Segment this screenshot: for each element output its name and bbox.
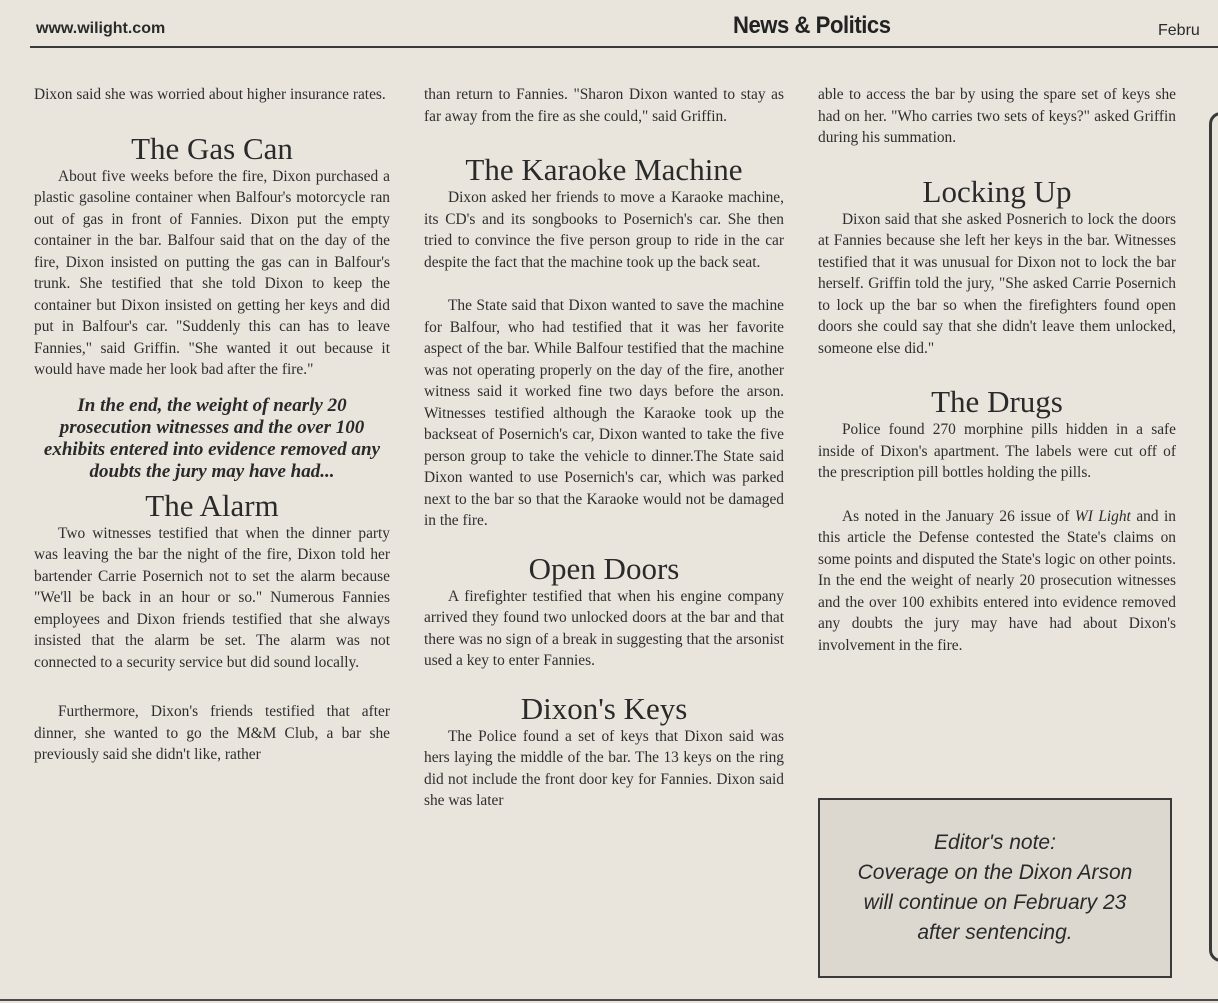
paragraph-karaoke-2: The State said that Dixon wanted to save the machine for Balfour, who had testified that it was her favorite aspect of the bar. While Balfour testified that the machine was not operating properly on the day of the fire, another witness said it worked fine two days before the arson. Witnesses testified although the Karaoke took up the backseat of Posernich's car, Dixon wanted to take the five person group to take the vehicle to dinner.The State said Dixon wanted to use Posernich's car, which was parked next to the bar so that the Karaoke would not be damaged in the fire. <box>424 297 784 529</box>
paragraph-drugs-2 <box>818 506 1176 657</box>
paragraph-intro-col1: Dixon said she was worried about higher insurance rates. <box>34 86 386 103</box>
paragraph-intro-col2: than return to Fannies. "Sharon Dixon wanted to stay as far away from the fire as she could," said Griffin. <box>424 86 784 125</box>
issue-date: Febru <box>1158 22 1200 39</box>
paragraph-gas-can: About five weeks before the fire, Dixon purchased a plastic gasoline container when Balfour's motorcycle ran out of gas in front of Fannies. Dixon put the empty container in the bar. Balfour said that on the day of the fire, Dixon insisted on putting the gas can in Balfour's trunk. She testified that she told Dixon to keep the container but Dixon insisted on getting her keys and did put in Balfour's car. "Suddenly this can has to leave Fannies," said Griffin. "She wanted it out because it would have made her look bad after the fire." <box>34 167 390 378</box>
adjacent-page-edge <box>1209 112 1218 962</box>
heading-karaoke: The Karaoke Machine <box>465 152 743 187</box>
editor-note-box <box>818 798 1172 978</box>
column-3 <box>818 84 1176 656</box>
header-rule <box>30 46 1218 48</box>
paragraph-locking-up: Dixon said that she asked Posnerich to lock the doors at Fannies because she left her keys in the bar. Witnesses testified that it was unusual for Dixon not to lock the bar herself. Griffin told the jury, "She asked Carrie Posernich to lock up the bar so when the firefighters found open doors she could say that she didn't leave them unlocked, someone else did." <box>818 210 1176 357</box>
paragraph-karaoke-1: Dixon asked her friends to move a Karaoke machine, its CD's and its songbooks to Posernich's car. She then tried to convince the five person group to ride in the car despite the fact that the machine took up the back seat. <box>424 189 784 271</box>
paragraph-alarm-1: Two witnesses testified that when the dinner party was leaving the bar the night of the fire, Dixon told her bartender Carrie Posernich not to set the alarm because "We'll be back in an hour or so." Numerous Fannies employees and Dixon friends testified that she always insisted that the alarm be set. The alarm was not connected to a security service but did sound locally. <box>34 524 390 671</box>
section-title: News & Politics <box>733 12 891 39</box>
paragraph-alarm-2: Furthermore, Dixon's friends testified that after dinner, she wanted to go the M&M Club, a bar she previously said she didn't like, rather <box>34 703 390 763</box>
pull-quote: In the end, the weight of nearly 20 prosecution witnesses and the over 100 exhibits entered into evidence removed any doubts the jury may have had... <box>43 394 381 482</box>
paragraph-dixons-keys: The Police found a set of keys that Dixon said was hers laying the middle of the bar. The 13 keys on the ring did not include the front door key for Fannies. Dixon said she was later <box>424 727 784 809</box>
footer-rule <box>0 999 1218 1001</box>
heading-alarm: The Alarm <box>145 487 279 523</box>
paragraph-open-doors: A firefighter testified that when his engine company arrived they found two unlocked doors at the bar and that there was no sign of a break in suggesting that the arsonist used a key to enter Fannies. <box>424 587 784 669</box>
column-1 <box>34 84 390 766</box>
editor-note: Editor's note: Coverage on the Dixon Arson will continue on February 23 after sentencing. <box>857 831 1133 944</box>
column-2 <box>424 84 784 812</box>
drugs-p2-rest: and in this article the Defense contested the State's claims on some points and disputed the State's logic on other points. In the end the weight of nearly 20 prosecution witnesses and the over 100 exhibits entered into evidence removed any doubts the jury may have had about Dixon's involvement in the fire. <box>818 507 1177 654</box>
heading-gas-can: The Gas Can <box>131 130 293 166</box>
drugs-p2-start: As noted in the January 26 issue of <box>842 507 1075 525</box>
publication-name: WI Light <box>1074 507 1131 525</box>
paragraph-intro-col3: able to access the bar by using the spare set of keys she had on her. "Who carries two sets of keys?" asked Griffin during his summation. <box>818 86 1176 146</box>
heading-locking-up: Locking Up <box>922 173 1072 209</box>
paragraph-drugs-1: Police found 270 morphine pills hidden in a safe inside of Dixon's apartment. The labels were cut off of the prescription pill bottles holding the pills. <box>818 421 1176 481</box>
site-url: www.wilight.com <box>36 20 166 37</box>
heading-open-doors: Open Doors <box>528 550 680 586</box>
heading-drugs: The Drugs <box>931 384 1063 419</box>
heading-dixons-keys: Dixon's Keys <box>520 690 688 726</box>
page-header <box>0 0 1218 46</box>
